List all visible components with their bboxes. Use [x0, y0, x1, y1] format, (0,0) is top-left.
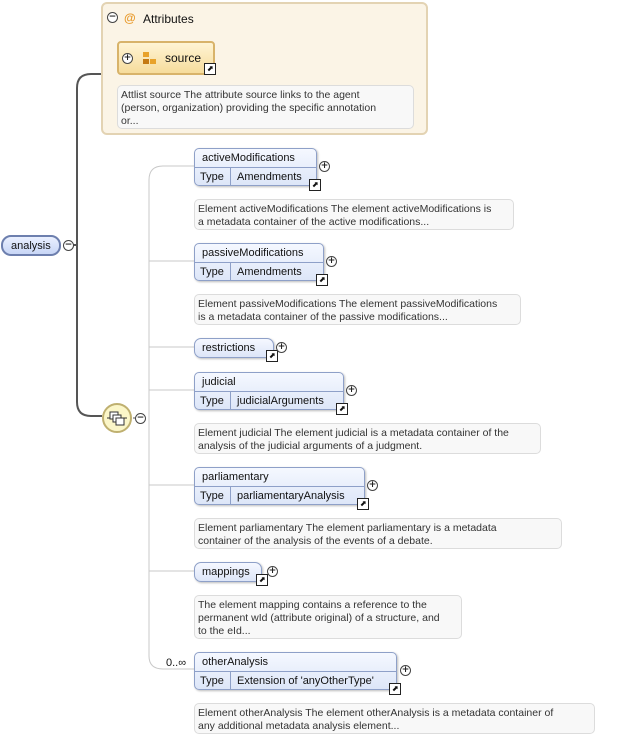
attribute-at-icon: @	[124, 11, 136, 25]
element-name: restrictions	[202, 342, 256, 354]
expand-source-icon[interactable]: +	[123, 53, 132, 63]
element-passiveModifications[interactable]	[194, 243, 324, 281]
reference-arrow-icon[interactable]: ⬈	[357, 498, 369, 510]
reference-arrow-icon[interactable]: ⬈	[204, 63, 216, 75]
attributes-title: Attributes	[143, 12, 194, 26]
element-name: otherAnalysis	[202, 656, 269, 668]
reference-arrow-icon[interactable]: ⬈	[336, 403, 348, 415]
occurrence-label: 0..∞	[166, 657, 187, 669]
attributes-group	[101, 2, 428, 135]
attribute-source-label: source	[165, 51, 202, 65]
expand-passiveModifications-icon[interactable]: +	[327, 256, 336, 266]
sequence-compositor-icon[interactable]	[102, 403, 132, 433]
root-element-analysis[interactable]	[1, 235, 61, 256]
element-name: passiveModifications	[202, 247, 304, 259]
type-label: Type	[200, 171, 224, 183]
reference-arrow-icon[interactable]: ⬈	[316, 274, 328, 286]
element-restrictions[interactable]	[194, 338, 274, 358]
element-type: parliamentaryAnalysis	[237, 490, 345, 502]
element-name: activeModifications	[202, 152, 295, 164]
element-activeModifications[interactable]	[194, 148, 317, 186]
expand-parliamentary-icon[interactable]: +	[368, 480, 377, 490]
element-type: judicialArguments	[237, 395, 324, 407]
element-type: Extension of 'anyOtherType'	[237, 675, 374, 687]
element-name: parliamentary	[202, 471, 269, 483]
element-mappings[interactable]	[194, 562, 262, 582]
expand-judicial-icon[interactable]: +	[347, 385, 356, 395]
doc-judicial: Element judicial The element judicial is a metadata container of the analysis of the judicial arguments of a judgment.	[194, 423, 541, 454]
root-element-label: analysis	[11, 240, 51, 252]
doc-otherAnalysis: Element otherAnalysis The element otherAnalysis is a metadata container of any additional metadata analysis element...	[194, 703, 595, 734]
element-type: Amendments	[237, 171, 302, 183]
reference-arrow-icon[interactable]: ⬈	[309, 179, 321, 191]
type-label: Type	[200, 266, 224, 278]
collapse-attributes-icon[interactable]: −	[108, 12, 117, 22]
reference-arrow-icon[interactable]: ⬈	[266, 350, 278, 362]
attribute-source-doc: Attlist source The attribute source links to the agent (person, organization) providing the specific annotation or...	[117, 85, 414, 129]
element-name: judicial	[202, 376, 236, 388]
attribute-type-icon	[143, 52, 157, 66]
reference-arrow-icon[interactable]: ⬈	[389, 683, 401, 695]
doc-passiveModifications: Element passiveModifications The element passiveModifications is a metadata container of the passive modifications...	[194, 294, 521, 325]
reference-arrow-icon[interactable]: ⬈	[256, 574, 268, 586]
doc-activeModifications: Element activeModifications The element activeModifications is a metadata container of the active modifications...	[194, 199, 514, 230]
collapse-analysis-icon[interactable]: −	[64, 240, 73, 250]
element-name: mappings	[202, 566, 250, 578]
element-parliamentary[interactable]	[194, 467, 365, 505]
expand-otherAnalysis-icon[interactable]: +	[401, 665, 410, 675]
element-type: Amendments	[237, 266, 302, 278]
attribute-source[interactable]	[117, 41, 215, 75]
element-judicial[interactable]	[194, 372, 344, 410]
type-label: Type	[200, 490, 224, 502]
type-label: Type	[200, 675, 224, 687]
element-otherAnalysis[interactable]	[194, 652, 397, 690]
collapse-sequence-icon[interactable]: −	[136, 413, 145, 423]
doc-parliamentary: Element parliamentary The element parliamentary is a metadata container of the analysis of the events of a debate.	[194, 518, 562, 549]
expand-restrictions-icon[interactable]: +	[277, 342, 286, 352]
type-label: Type	[200, 395, 224, 407]
expand-activeModifications-icon[interactable]: +	[320, 161, 329, 171]
doc-mappings: The element mapping contains a reference to the permanent wId (attribute original) of a structure, and to the eId...	[194, 595, 462, 639]
expand-mappings-icon[interactable]: +	[268, 566, 277, 576]
